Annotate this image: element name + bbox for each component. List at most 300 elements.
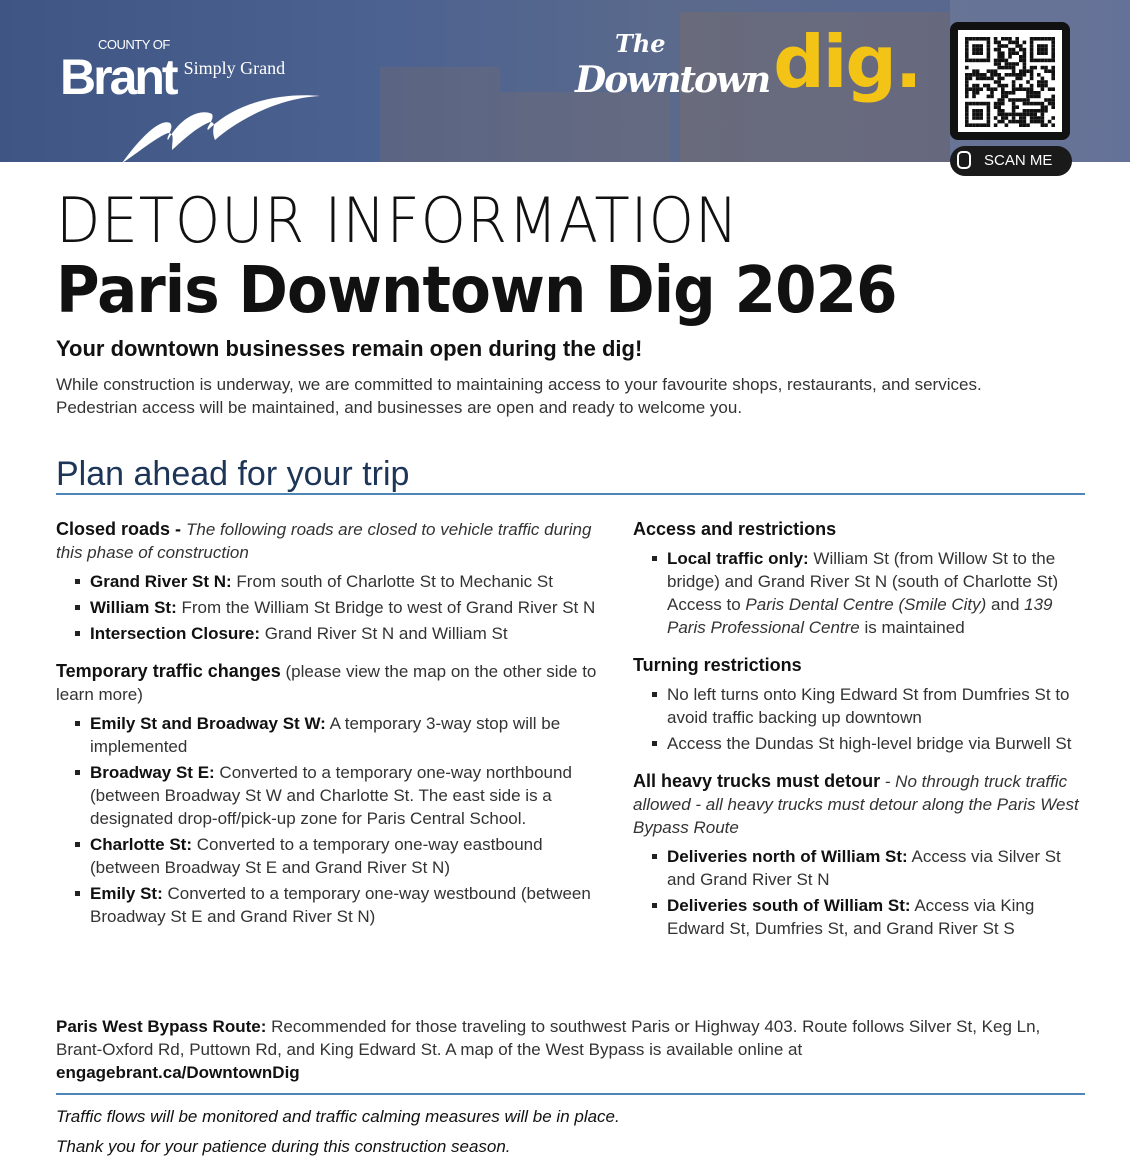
qr-module — [1012, 109, 1016, 113]
qr-module — [976, 69, 980, 73]
closed-roads-list — [56, 570, 601, 645]
qr-module — [969, 73, 973, 77]
qr-module — [997, 62, 1001, 66]
qr-module — [1044, 98, 1048, 102]
qr-module — [965, 59, 969, 63]
qr-module — [972, 48, 976, 52]
qr-module — [965, 48, 969, 52]
qr-module — [1001, 91, 1005, 95]
trucks-subtitle: - No through truck traffic allowed - all heavy trucks must detour along the Paris West Bypass Route — [633, 772, 1079, 837]
qr-module — [1033, 59, 1037, 63]
qr-module — [1041, 120, 1045, 124]
trucks-list — [633, 845, 1093, 940]
qr-module — [987, 59, 991, 63]
qr-module — [997, 120, 1001, 124]
logo-dig: dig. — [773, 20, 921, 104]
qr-module — [1041, 48, 1045, 52]
qr-module — [1030, 59, 1034, 63]
logo-the-downtown — [575, 30, 769, 102]
qr-module — [1041, 51, 1045, 55]
qr-module — [987, 41, 991, 45]
qr-module — [1051, 116, 1055, 120]
qr-module — [1008, 73, 1012, 77]
qr-module — [972, 44, 976, 48]
qr-module — [983, 123, 987, 127]
qr-module — [987, 116, 991, 120]
qr-module — [1008, 55, 1012, 59]
qr-module — [965, 120, 969, 124]
qr-module — [1044, 59, 1048, 63]
qr-module — [972, 84, 976, 88]
list-item — [667, 547, 1093, 639]
left-column — [56, 518, 601, 931]
qr-module — [1008, 98, 1012, 102]
turning-heading: Turning restrictions — [633, 655, 802, 675]
item-label: Emily St: — [90, 884, 163, 903]
qr-module — [983, 102, 987, 106]
bypass-text: Recommended for those traveling to southwest Paris or Highway 403. Route follows Silver St, Keg Ln, Brant-Oxford Rd, Puttown Rd, and King Edward St. A map of the West Bypass is available online at — [56, 1017, 1041, 1059]
qr-module — [1030, 116, 1034, 120]
qr-module — [1048, 69, 1052, 73]
qr-module — [1026, 98, 1030, 102]
qr-module — [1026, 109, 1030, 113]
qr-module — [976, 37, 980, 41]
divider — [56, 493, 1085, 495]
qr-module — [1048, 120, 1052, 124]
qr-module — [1012, 116, 1016, 120]
qr-module — [1041, 105, 1045, 109]
qr-module — [1030, 91, 1034, 95]
divider — [56, 1093, 1085, 1095]
qr-module — [1023, 87, 1027, 91]
qr-module — [1023, 59, 1027, 63]
qr-module — [1008, 37, 1012, 41]
qr-module — [1048, 87, 1052, 91]
qr-module — [1041, 80, 1045, 84]
qr-module — [1033, 109, 1037, 113]
qr-module — [1030, 84, 1034, 88]
item-text: William St (from Willow St to the bridge) and Grand River St N (south of Charlotte St) — [667, 549, 1059, 591]
qr-module — [1051, 59, 1055, 63]
qr-module — [994, 116, 998, 120]
qr-module — [1012, 66, 1016, 70]
temporary-subtitle: (please view the map on the other side to learn more) — [56, 662, 597, 704]
qr-module — [1044, 84, 1048, 88]
qr-module — [1048, 98, 1052, 102]
qr-module — [1051, 37, 1055, 41]
qr-module — [1041, 102, 1045, 106]
qr-module — [1015, 98, 1019, 102]
qr-module — [1051, 77, 1055, 81]
qr-module — [1030, 102, 1034, 106]
qr-module — [997, 59, 1001, 63]
qr-module — [1026, 102, 1030, 106]
item-text: Access via Silver St and Grand River St N — [667, 847, 1061, 889]
qr-module — [976, 73, 980, 77]
qr-module — [1012, 41, 1016, 45]
qr-module — [1051, 95, 1055, 99]
qr-module — [1023, 102, 1027, 106]
qr-module — [1023, 98, 1027, 102]
qr-module — [1012, 102, 1016, 106]
footer-line-2: Thank you for your patience during this construction season. — [56, 1137, 511, 1156]
qr-module — [1030, 51, 1034, 55]
qr-module — [990, 73, 994, 77]
qr-module — [1015, 37, 1019, 41]
qr-module — [987, 44, 991, 48]
qr-module — [1019, 48, 1023, 52]
qr-module — [1005, 44, 1009, 48]
qr-module — [987, 69, 991, 73]
qr-module — [1037, 95, 1041, 99]
qr-module — [1041, 59, 1045, 63]
qr-module — [1001, 87, 1005, 91]
qr-module — [987, 109, 991, 113]
qr-module — [1051, 123, 1055, 127]
qr-module — [972, 59, 976, 63]
qr-module — [994, 41, 998, 45]
qr-module — [1051, 102, 1055, 106]
qr-module — [1033, 116, 1037, 120]
qr-module — [979, 44, 983, 48]
qr-module — [1001, 51, 1005, 55]
right-column — [633, 518, 1093, 943]
qr-module — [1041, 116, 1045, 120]
qr-module — [1044, 51, 1048, 55]
temporary-changes-heading — [56, 660, 601, 706]
qr-module — [1033, 113, 1037, 117]
qr-module — [1044, 105, 1048, 109]
qr-module — [965, 109, 969, 113]
qr-module — [1051, 98, 1055, 102]
item-label: Deliveries north of William St: — [667, 847, 908, 866]
qr-module — [1005, 66, 1009, 70]
qr-module — [1012, 105, 1016, 109]
qr-module — [1012, 48, 1016, 52]
qr-module — [1023, 62, 1027, 66]
title-detour-information: DETOUR INFORMATION — [56, 184, 739, 257]
access-text: and — [986, 595, 1025, 614]
qr-module — [1041, 109, 1045, 113]
qr-module — [1026, 69, 1030, 73]
qr-module — [1008, 120, 1012, 124]
qr-module — [990, 91, 994, 95]
qr-module — [1012, 80, 1016, 84]
qr-module — [1037, 80, 1041, 84]
qr-module — [979, 37, 983, 41]
qr-code[interactable] — [950, 22, 1070, 140]
qr-module — [1012, 87, 1016, 91]
closed-roads-subtitle: The following roads are closed to vehicle traffic during this phase of construction — [56, 520, 592, 562]
qr-module — [987, 55, 991, 59]
item-label: Local traffic only: — [667, 549, 809, 568]
qr-module — [969, 37, 973, 41]
qr-module — [1001, 102, 1005, 106]
qr-module — [1015, 41, 1019, 45]
qr-module — [997, 66, 1001, 70]
qr-module — [969, 59, 973, 63]
qr-module — [1015, 44, 1019, 48]
item-label: William St: — [90, 598, 177, 617]
qr-module — [983, 73, 987, 77]
qr-module — [1026, 80, 1030, 84]
qr-module — [979, 102, 983, 106]
scan-me-label: SCAN ME — [984, 152, 1053, 169]
qr-module — [994, 62, 998, 66]
qr-module — [997, 55, 1001, 59]
qr-module — [1030, 120, 1034, 124]
qr-module — [987, 113, 991, 117]
item-text: Converted to a temporary one-way eastbound (between Broadway St E and Grand River St N) — [90, 835, 543, 877]
qr-module — [979, 77, 983, 81]
qr-module — [1008, 113, 1012, 117]
list-item — [90, 622, 601, 645]
list-item — [667, 845, 1093, 891]
qr-module — [1023, 48, 1027, 52]
qr-module — [972, 116, 976, 120]
plan-ahead-heading: Plan ahead for your trip — [56, 455, 410, 493]
qr-module — [1037, 37, 1041, 41]
qr-module — [1015, 120, 1019, 124]
qr-module — [965, 44, 969, 48]
qr-module — [987, 87, 991, 91]
qr-module — [972, 37, 976, 41]
access-dental-centre: Paris Dental Centre (Smile City) — [745, 595, 987, 614]
qr-module — [1051, 51, 1055, 55]
qr-module — [1001, 66, 1005, 70]
qr-module — [965, 77, 969, 81]
qr-module — [1033, 102, 1037, 106]
qr-module — [1019, 44, 1023, 48]
item-label: Charlotte St: — [90, 835, 192, 854]
closed-roads-title: Closed roads - — [56, 519, 187, 539]
qr-module — [1044, 44, 1048, 48]
item-text: Access via King Edward St, Dumfries St, and Grand River St S — [667, 896, 1035, 938]
qr-module — [1012, 98, 1016, 102]
qr-module — [1030, 66, 1034, 70]
qr-module — [1012, 120, 1016, 124]
qr-module — [983, 84, 987, 88]
qr-module — [994, 87, 998, 91]
qr-module — [972, 102, 976, 106]
qr-module — [1030, 109, 1034, 113]
qr-module — [965, 116, 969, 120]
qr-module — [1015, 77, 1019, 81]
qr-module — [1001, 98, 1005, 102]
qr-module — [965, 113, 969, 117]
qr-module — [1005, 84, 1009, 88]
qr-module — [1026, 113, 1030, 117]
qr-module — [994, 105, 998, 109]
qr-module — [1005, 116, 1009, 120]
qr-module — [1023, 116, 1027, 120]
qr-module — [1030, 48, 1034, 52]
qr-module — [1026, 91, 1030, 95]
qr-module — [1037, 59, 1041, 63]
qr-module — [1005, 59, 1009, 63]
qr-module — [1037, 116, 1041, 120]
item-label: Intersection Closure: — [90, 624, 261, 643]
qr-module — [997, 73, 1001, 77]
qr-module — [990, 87, 994, 91]
phone-icon — [957, 151, 971, 169]
qr-module — [1001, 84, 1005, 88]
qr-module — [965, 102, 969, 106]
scan-me-badge — [950, 146, 1072, 176]
qr-module — [1008, 66, 1012, 70]
qr-module — [1030, 95, 1034, 99]
qr-module — [1051, 105, 1055, 109]
turning-list — [633, 683, 1093, 755]
qr-module — [1037, 51, 1041, 55]
qr-module — [976, 84, 980, 88]
qr-module — [994, 123, 998, 127]
qr-module — [976, 123, 980, 127]
qr-module — [1005, 73, 1009, 77]
qr-module — [990, 77, 994, 81]
qr-module — [965, 84, 969, 88]
qr-module — [1019, 55, 1023, 59]
qr-module — [997, 98, 1001, 102]
access-list — [633, 547, 1093, 639]
qr-module — [1026, 123, 1030, 127]
list-item — [90, 761, 601, 830]
trucks-heading — [633, 770, 1093, 839]
qr-module — [1033, 120, 1037, 124]
qr-module — [1019, 120, 1023, 124]
qr-module — [994, 37, 998, 41]
qr-module — [976, 48, 980, 52]
bypass-link[interactable]: engagebrant.ca/DowntownDig — [56, 1063, 300, 1082]
qr-module — [969, 77, 973, 81]
qr-module — [1008, 91, 1012, 95]
qr-module — [1037, 44, 1041, 48]
qr-module — [1001, 37, 1005, 41]
qr-module — [1001, 55, 1005, 59]
title-paris-downtown-dig: Paris Downtown Dig 2026 — [56, 254, 897, 328]
qr-module — [979, 48, 983, 52]
qr-module — [1033, 95, 1037, 99]
qr-module — [979, 113, 983, 117]
qr-module — [976, 113, 980, 117]
qr-module — [997, 84, 1001, 88]
qr-module — [1001, 109, 1005, 113]
qr-module — [976, 116, 980, 120]
qr-module — [1001, 113, 1005, 117]
qr-module — [1051, 73, 1055, 77]
qr-module — [979, 116, 983, 120]
qr-module — [983, 77, 987, 81]
qr-module — [987, 123, 991, 127]
qr-module — [1033, 66, 1037, 70]
qr-module — [1012, 51, 1016, 55]
qr-module — [1033, 91, 1037, 95]
qr-module — [1001, 95, 1005, 99]
qr-module — [1033, 37, 1037, 41]
qr-module — [994, 69, 998, 73]
qr-module — [1023, 120, 1027, 124]
qr-module — [1041, 84, 1045, 88]
qr-module — [1041, 44, 1045, 48]
qr-module — [1001, 59, 1005, 63]
qr-module — [965, 95, 969, 99]
qr-module — [1044, 48, 1048, 52]
item-text: From the William St Bridge to west of Grand River St N — [176, 598, 596, 617]
qr-module — [965, 73, 969, 77]
qr-module — [1030, 87, 1034, 91]
qr-module — [965, 66, 969, 70]
qr-module — [997, 77, 1001, 81]
item-text: Converted to a temporary one-way northbound (between Broadway St W and Charlotte St. The east side is a designated drop-off/pick-up zone for Paris Central School. — [90, 763, 572, 828]
county-of-brant-logo — [60, 37, 286, 105]
qr-module — [969, 87, 973, 91]
qr-module — [1001, 116, 1005, 120]
qr-module — [979, 87, 983, 91]
building-silhouette — [500, 92, 670, 162]
qr-module — [997, 113, 1001, 117]
qr-module — [987, 51, 991, 55]
qr-module — [972, 87, 976, 91]
qr-module — [972, 109, 976, 113]
qr-module — [1012, 62, 1016, 66]
qr-module — [1026, 95, 1030, 99]
qr-module — [1044, 109, 1048, 113]
qr-module — [965, 80, 969, 84]
qr-module — [1012, 69, 1016, 73]
qr-module — [1015, 51, 1019, 55]
qr-module — [972, 69, 976, 73]
list-item — [667, 894, 1093, 940]
item-text: A temporary 3-way stop will be implemented — [90, 714, 561, 756]
bird-swoosh-icon — [120, 78, 320, 162]
qr-module — [1044, 123, 1048, 127]
qr-module — [983, 59, 987, 63]
qr-module — [1019, 98, 1023, 102]
qr-module — [1037, 102, 1041, 106]
qr-module — [987, 95, 991, 99]
qr-module — [1037, 73, 1041, 77]
qr-module — [990, 69, 994, 73]
qr-module — [1041, 66, 1045, 70]
item-text: From south of Charlotte St to Mechanic St — [231, 572, 553, 591]
qr-module — [976, 44, 980, 48]
qr-module — [987, 37, 991, 41]
qr-module — [1019, 69, 1023, 73]
logo-the: The — [615, 29, 666, 58]
qr-module — [969, 102, 973, 106]
qr-module — [1044, 69, 1048, 73]
qr-module — [997, 80, 1001, 84]
qr-module — [1019, 73, 1023, 77]
qr-module — [1023, 109, 1027, 113]
qr-module — [1051, 44, 1055, 48]
qr-module — [994, 73, 998, 77]
item-label: Grand River St N: — [90, 572, 232, 591]
qr-module — [1005, 62, 1009, 66]
qr-module — [1041, 123, 1045, 127]
item-label: Emily St and Broadway St W: — [90, 714, 326, 733]
header-banner — [0, 0, 1130, 162]
access-text: is maintained — [859, 618, 965, 637]
qr-module — [976, 59, 980, 63]
qr-module — [965, 87, 969, 91]
qr-module — [997, 105, 1001, 109]
qr-module — [979, 123, 983, 127]
qr-module — [1005, 91, 1009, 95]
qr-module — [1030, 44, 1034, 48]
qr-module — [976, 109, 980, 113]
qr-module — [1041, 87, 1045, 91]
